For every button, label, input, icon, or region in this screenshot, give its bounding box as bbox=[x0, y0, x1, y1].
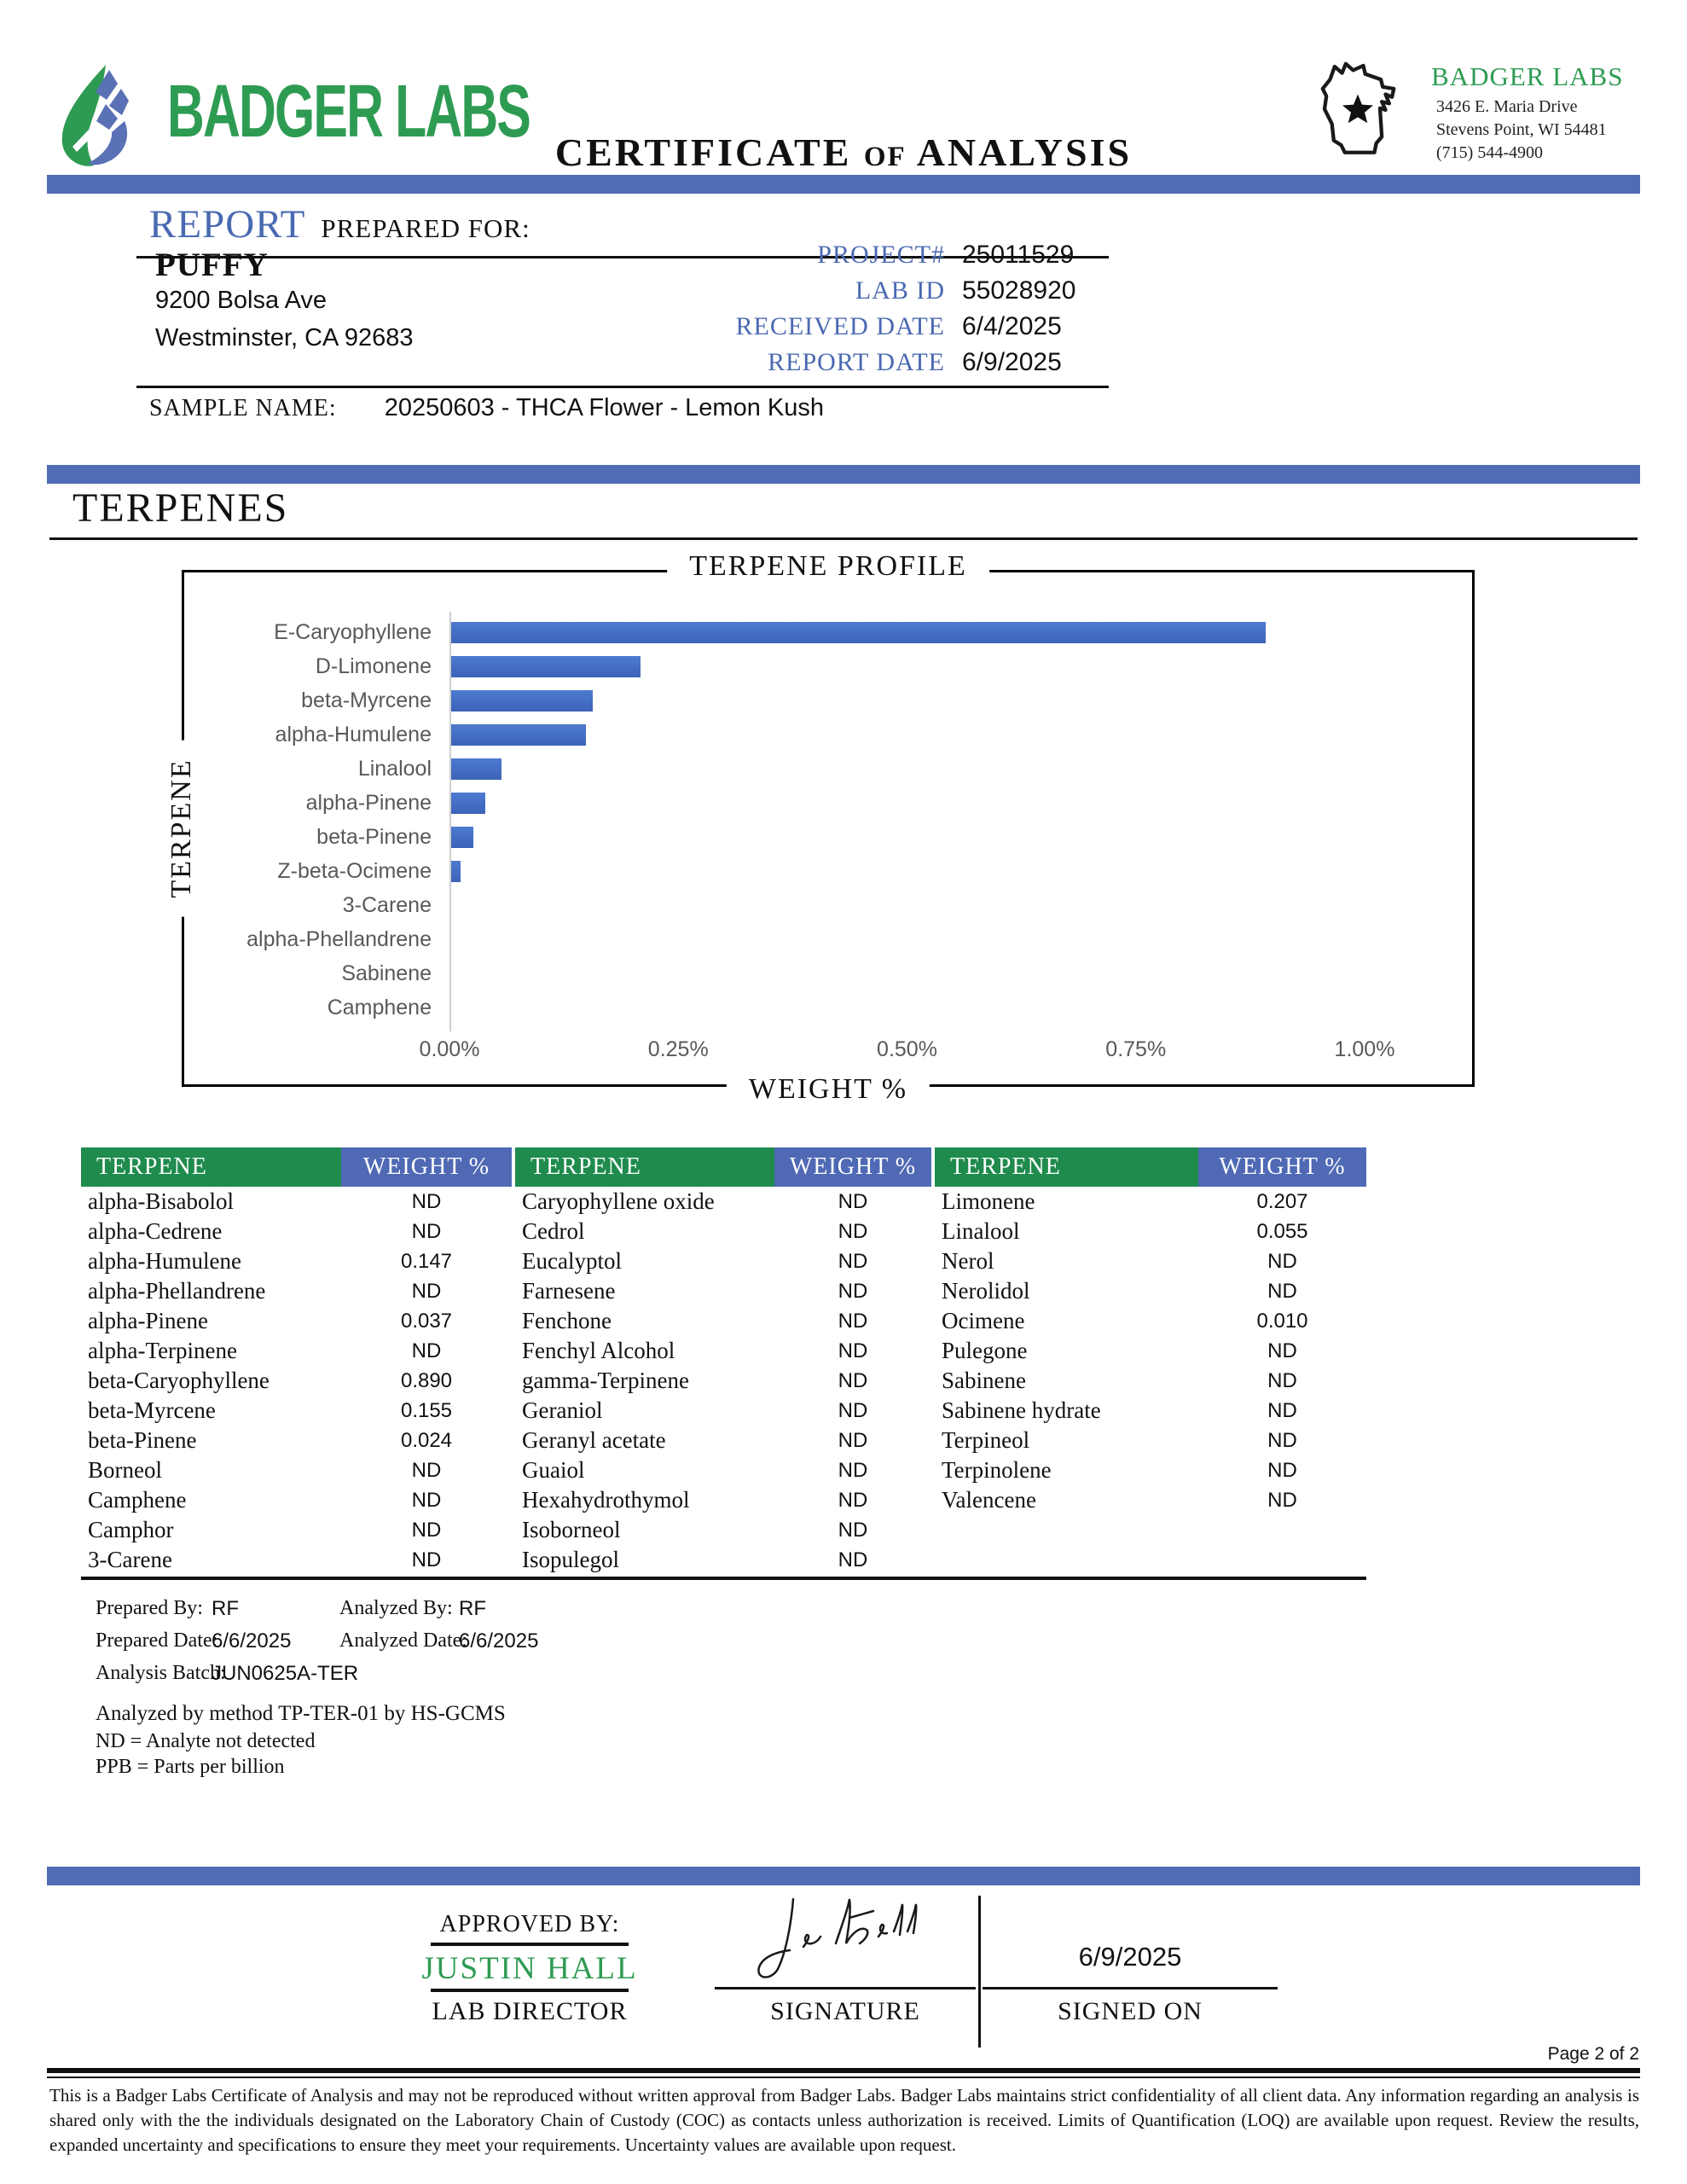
terpene-weight-cell: ND bbox=[1267, 1339, 1297, 1362]
page-title bbox=[0, 130, 1687, 175]
chart-category-label: Sabinene bbox=[341, 961, 432, 985]
terpene-name-cell: alpha-Phellandrene bbox=[88, 1278, 266, 1304]
terpene-weight-cell: 0.010 bbox=[1256, 1310, 1308, 1333]
signature-image bbox=[740, 1887, 979, 1989]
analysis-batch-label: Analysis Batch: bbox=[96, 1662, 226, 1684]
chart-x-tick-label: 1.00% bbox=[1334, 1037, 1395, 1061]
terpene-weight-cell: ND bbox=[1267, 1429, 1297, 1452]
analyzed-by-label: Analyzed By: bbox=[339, 1597, 453, 1619]
terpene-weight-cell: ND bbox=[838, 1339, 868, 1362]
table-bottom-rule bbox=[81, 1577, 1366, 1580]
nd-definition-note: ND = Analyte not detected bbox=[96, 1730, 316, 1752]
terpene-weight-cell bbox=[1198, 1545, 1366, 1575]
terpene-weight-cell: ND bbox=[838, 1280, 868, 1303]
divider-bar-middle bbox=[47, 465, 1640, 484]
chart-bar bbox=[451, 793, 485, 814]
terpene-name-cell: Sabinene bbox=[942, 1368, 1026, 1393]
project-label: PROJECT# bbox=[817, 241, 945, 269]
chart-row bbox=[184, 888, 1472, 922]
report-date-value: 6/9/2025 bbox=[962, 348, 1062, 376]
client-address-line2: Westminster, CA 92683 bbox=[155, 324, 414, 351]
chart-bar bbox=[451, 656, 641, 677]
method-note: Analyzed by method TP-TER-01 by HS-GCMS bbox=[96, 1702, 506, 1725]
chart-row bbox=[184, 854, 1472, 888]
chart-category-label: Camphene bbox=[327, 995, 432, 1019]
terpene-name-cell: Valencene bbox=[942, 1487, 1036, 1513]
divider-bar-bottom bbox=[47, 1867, 1640, 1885]
approver-name: JUSTIN HALL bbox=[421, 1951, 638, 1986]
signature-label: SIGNATURE bbox=[770, 1997, 920, 2025]
terpene-name-cell: alpha-Terpinene bbox=[88, 1338, 238, 1363]
chart-row bbox=[184, 683, 1472, 717]
terpene-weight-cell: ND bbox=[838, 1519, 868, 1542]
chart-category-label: beta-Myrcene bbox=[301, 688, 432, 712]
report-date-label: REPORT DATE bbox=[768, 348, 945, 376]
chart-bar bbox=[451, 724, 586, 746]
chart-category-label: E-Caryophyllene bbox=[274, 619, 432, 644]
chart-row bbox=[184, 752, 1472, 786]
footer-rule bbox=[47, 2068, 1640, 2078]
terpene-name-cell: Cedrol bbox=[522, 1218, 585, 1244]
table-header-weight: WEIGHT % bbox=[341, 1147, 512, 1187]
signed-on-label: SIGNED ON bbox=[1058, 1997, 1203, 2025]
report-label: REPORT bbox=[149, 202, 306, 247]
sample-name-value: 20250603 - THCA Flower - Lemon Kush bbox=[384, 394, 824, 421]
labid-label: LAB ID bbox=[855, 276, 945, 305]
chart-bar bbox=[451, 690, 593, 712]
terpene-name-cell: Hexahydrothymol bbox=[522, 1487, 690, 1513]
chart-bar bbox=[451, 861, 461, 882]
client-name: PUFFY bbox=[155, 247, 269, 283]
analyzed-date-value: 6/6/2025 bbox=[459, 1629, 539, 1653]
terpene-name-cell: Nerol bbox=[942, 1248, 994, 1274]
terpene-name-cell bbox=[935, 1515, 1198, 1545]
terpene-name-cell: Fenchyl Alcohol bbox=[522, 1338, 675, 1363]
chart-category-label: Linalool bbox=[357, 756, 432, 781]
terpene-name-cell: Ocimene bbox=[942, 1308, 1025, 1333]
terpene-name-cell: Linalool bbox=[942, 1218, 1020, 1244]
terpene-name-cell: Camphene bbox=[88, 1487, 187, 1513]
terpene-weight-cell: ND bbox=[838, 1429, 868, 1452]
terpene-weight-cell: 0.147 bbox=[400, 1250, 453, 1273]
terpene-weight-cell: ND bbox=[838, 1369, 868, 1392]
chart-category-label: D-Limonene bbox=[315, 653, 432, 678]
terpene-name-cell: Isopulegol bbox=[522, 1547, 619, 1572]
terpene-name-cell: Limonene bbox=[942, 1188, 1035, 1214]
terpene-weight-cell: 0.024 bbox=[400, 1429, 453, 1452]
project-value: 25011529 bbox=[962, 241, 1075, 269]
chart-row bbox=[184, 990, 1472, 1025]
approval-divider bbox=[978, 1896, 981, 2048]
terpene-name-cell: Terpinolene bbox=[942, 1457, 1052, 1483]
lab-address-line1: 3426 E. Maria Drive bbox=[1436, 97, 1578, 116]
title-word-of: OF bbox=[863, 142, 907, 172]
sample-name-label: SAMPLE NAME: bbox=[149, 395, 337, 421]
title-word-2: ANALYSIS bbox=[916, 131, 1133, 174]
client-address-line1: 9200 Bolsa Ave bbox=[155, 287, 328, 314]
prepared-by-value: RF bbox=[212, 1597, 239, 1620]
terpene-name-cell: Eucalyptol bbox=[522, 1248, 622, 1274]
prepared-date-value: 6/6/2025 bbox=[212, 1629, 292, 1653]
analysis-batch-value: JUN0625A-TER bbox=[212, 1662, 359, 1685]
lab-phone: (715) 544-4900 bbox=[1436, 143, 1543, 162]
terpene-name-cell: Fenchone bbox=[522, 1308, 612, 1333]
terpene-name-cell: Geranyl acetate bbox=[522, 1427, 666, 1453]
terpene-name-cell: beta-Pinene bbox=[88, 1427, 197, 1453]
table-header-weight: WEIGHT % bbox=[1198, 1147, 1366, 1187]
terpene-weight-cell: 0.890 bbox=[400, 1369, 453, 1392]
meta-row-received-date bbox=[426, 309, 1100, 345]
chart-x-ticks bbox=[419, 1037, 1395, 1063]
terpene-results-table bbox=[81, 1147, 1366, 1575]
chart-category-label: alpha-Humulene bbox=[275, 722, 432, 746]
terpene-weight-cell: ND bbox=[1267, 1369, 1297, 1392]
divider-bar-top bbox=[47, 175, 1640, 194]
terpene-weight-cell: ND bbox=[411, 1519, 442, 1542]
page-number: Page 2 of 2 bbox=[1547, 2044, 1639, 2064]
chart-bar bbox=[451, 622, 1266, 643]
terpene-name-cell: Caryophyllene oxide bbox=[522, 1188, 715, 1214]
terpene-name-cell: Guaiol bbox=[522, 1457, 585, 1483]
terpene-weight-cell: ND bbox=[411, 1220, 442, 1243]
terpene-weight-cell: ND bbox=[411, 1459, 442, 1482]
chart-row bbox=[184, 786, 1472, 820]
terpene-name-cell: Geraniol bbox=[522, 1397, 603, 1423]
approved-by-rule-top bbox=[431, 1943, 629, 1946]
title-word-1: CERTIFICATE bbox=[554, 131, 852, 174]
signature-rule bbox=[715, 1987, 976, 1989]
terpene-weight-cell: ND bbox=[411, 1190, 442, 1213]
terpene-profile-chart bbox=[165, 550, 1475, 1105]
analysis-batch-row bbox=[96, 1662, 359, 1685]
chart-bar bbox=[451, 758, 501, 780]
labid-value: 55028920 bbox=[962, 276, 1076, 305]
terpene-name-cell: alpha-Pinene bbox=[88, 1308, 208, 1333]
terpene-weight-cell bbox=[1198, 1515, 1366, 1545]
chart-x-tick-label: 0.50% bbox=[877, 1037, 937, 1061]
chart-category-label: Z-beta-Ocimene bbox=[277, 858, 432, 883]
terpene-weight-cell: ND bbox=[838, 1548, 868, 1571]
chart-row bbox=[184, 956, 1472, 990]
terpene-name-cell: alpha-Cedrene bbox=[88, 1218, 223, 1244]
terpene-name-cell: alpha-Bisabolol bbox=[88, 1188, 234, 1214]
terpene-weight-cell: ND bbox=[1267, 1459, 1297, 1482]
terpene-weight-cell: ND bbox=[411, 1280, 442, 1303]
prepared-by-row bbox=[96, 1597, 239, 1620]
meta-row-report-date bbox=[426, 345, 1100, 380]
received-date-label: RECEIVED DATE bbox=[735, 312, 945, 340]
terpene-weight-cell: ND bbox=[838, 1489, 868, 1512]
lab-address-line2: Stevens Point, WI 54481 bbox=[1436, 120, 1607, 139]
terpene-weight-cell: ND bbox=[1267, 1489, 1297, 1512]
terpene-weight-cell: ND bbox=[838, 1459, 868, 1482]
terpene-name-cell bbox=[935, 1545, 1198, 1575]
approved-by-rule-bottom bbox=[431, 1989, 629, 1992]
terpene-weight-cell: ND bbox=[1267, 1399, 1297, 1422]
analyzed-by-row bbox=[339, 1597, 486, 1620]
terpene-name-cell: Terpineol bbox=[942, 1427, 1030, 1453]
section-title-rule bbox=[49, 537, 1638, 540]
terpene-name-cell: Borneol bbox=[88, 1457, 162, 1483]
chart-row bbox=[184, 717, 1472, 752]
lab-name: BADGER LABS bbox=[1431, 61, 1624, 91]
terpene-weight-cell: ND bbox=[1267, 1280, 1297, 1303]
report-rule-bottom bbox=[136, 386, 1109, 388]
terpene-weight-cell: ND bbox=[838, 1220, 868, 1243]
terpene-weight-cell: 0.037 bbox=[400, 1310, 453, 1333]
approver-title: LAB DIRECTOR bbox=[432, 1997, 628, 2025]
signed-on-date: 6/9/2025 bbox=[1078, 1942, 1182, 1972]
table-header-terpene: TERPENE bbox=[935, 1147, 1198, 1187]
terpene-name-cell: alpha-Humulene bbox=[88, 1248, 241, 1274]
terpene-weight-cell: ND bbox=[838, 1310, 868, 1333]
terpene-name-cell: Nerolidol bbox=[942, 1278, 1030, 1304]
terpene-weight-cell: 0.207 bbox=[1256, 1190, 1308, 1213]
prepared-date-row bbox=[96, 1629, 292, 1653]
logo-wordmark: BADGER LABS bbox=[167, 68, 530, 153]
meta-row-labid bbox=[426, 273, 1100, 309]
chart-bar bbox=[451, 827, 473, 848]
terpene-weight-cell: 0.055 bbox=[1256, 1220, 1308, 1243]
terpene-name-cell: Camphor bbox=[88, 1517, 174, 1542]
chart-x-tick-label: 0.75% bbox=[1105, 1037, 1167, 1061]
terpene-weight-cell: ND bbox=[411, 1339, 442, 1362]
prepared-date-label: Prepared Date: bbox=[96, 1629, 218, 1652]
wisconsin-map-icon bbox=[1313, 53, 1424, 169]
terpene-name-cell: 3-Carene bbox=[88, 1547, 172, 1572]
lab-address bbox=[1436, 96, 1607, 165]
terpene-weight-cell: ND bbox=[411, 1548, 442, 1571]
chart-x-tick-label: 0.25% bbox=[647, 1037, 709, 1061]
prepared-by-label: Prepared By: bbox=[96, 1597, 203, 1619]
section-title: TERPENES bbox=[72, 485, 289, 531]
table-header-terpene: TERPENE bbox=[515, 1147, 774, 1187]
chart-row bbox=[184, 649, 1472, 683]
chart-row bbox=[184, 615, 1472, 649]
chart-x-tick-label: 0.00% bbox=[419, 1037, 480, 1061]
chart-category-label: beta-Pinene bbox=[316, 824, 432, 849]
analyzed-by-value: RF bbox=[459, 1597, 486, 1620]
analyzed-date-label: Analyzed Date: bbox=[339, 1629, 467, 1652]
chart-row bbox=[184, 820, 1472, 854]
chart-x-axis-label: WEIGHT % bbox=[727, 1073, 930, 1106]
chart-category-label: alpha-Pinene bbox=[305, 790, 432, 815]
disclaimer-text: This is a Badger Labs Certificate of Analysis and may not be reproduced without written approval from Badger Labs. Badger Labs maintains strict confidentiality of all client data. Any information regarding an analysis is shared only with the the individuals designated on the Laboratory Chain of Custody (COC) as contacts unless authorization is received. Limits of Quantification (LOQ) are available upon request. Review the results, expanded uncertainty and specifications to ensure they meet your requirements. Uncertainty values are available upon request. bbox=[49, 2085, 1639, 2155]
terpene-weight-cell: ND bbox=[838, 1190, 868, 1213]
terpene-name-cell: Sabinene hydrate bbox=[942, 1397, 1101, 1423]
approved-by-label: APPROVED BY: bbox=[439, 1911, 620, 1937]
ppb-definition-note: PPB = Parts per billion bbox=[96, 1756, 285, 1778]
chart-title: TERPENE PROFILE bbox=[667, 550, 989, 583]
terpene-weight-cell: ND bbox=[411, 1489, 442, 1512]
chart-row bbox=[184, 922, 1472, 956]
chart-category-label: 3-Carene bbox=[342, 892, 432, 917]
chart-plot-area bbox=[184, 615, 1472, 1025]
sample-name-row bbox=[149, 394, 824, 422]
signed-on-rule bbox=[983, 1987, 1278, 1989]
prepared-for-label: PREPARED FOR: bbox=[321, 213, 530, 243]
table-header-terpene: TERPENE bbox=[81, 1147, 341, 1187]
chart-y-axis-label: TERPENE bbox=[165, 740, 198, 916]
meta-row-project bbox=[426, 237, 1100, 273]
terpene-weight-cell: 0.155 bbox=[400, 1399, 453, 1422]
terpene-name-cell: beta-Caryophyllene bbox=[88, 1368, 270, 1393]
received-date-value: 6/4/2025 bbox=[962, 312, 1062, 340]
chart-category-label: alpha-Phellandrene bbox=[246, 926, 432, 951]
terpene-weight-cell: ND bbox=[838, 1250, 868, 1273]
terpene-weight-cell: ND bbox=[838, 1399, 868, 1422]
terpene-name-cell: Isoborneol bbox=[522, 1517, 621, 1542]
terpene-weight-cell: ND bbox=[1267, 1250, 1297, 1273]
terpene-name-cell: gamma-Terpinene bbox=[522, 1368, 690, 1393]
analyzed-date-row bbox=[339, 1629, 539, 1653]
terpene-name-cell: beta-Myrcene bbox=[88, 1397, 216, 1423]
terpene-name-cell: Pulegone bbox=[942, 1338, 1028, 1363]
table-header-weight: WEIGHT % bbox=[774, 1147, 931, 1187]
terpene-name-cell: Farnesene bbox=[522, 1278, 616, 1304]
